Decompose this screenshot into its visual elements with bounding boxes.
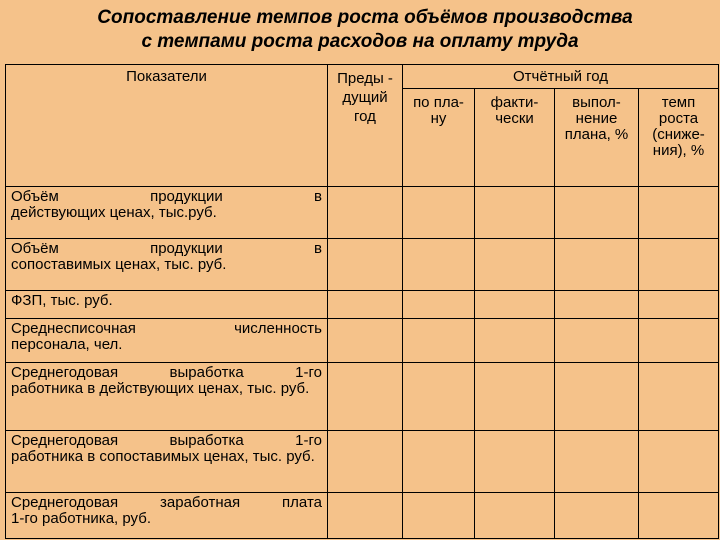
cell-growth xyxy=(639,239,719,291)
row-label-average-headcount: Среднесписочная численность персонала, чел. xyxy=(6,319,328,363)
cell-plan xyxy=(403,431,475,493)
cell-growth xyxy=(639,431,719,493)
comparison-table-wrapper xyxy=(5,64,718,538)
header-plan-fulfillment: выпол-нение плана, % xyxy=(555,89,639,187)
cell-actual xyxy=(475,291,555,319)
cell-growth xyxy=(639,319,719,363)
row-label-payroll-fund: ФЗП, тыс. руб. xyxy=(6,291,328,319)
cell-plan xyxy=(403,493,475,539)
cell-actual xyxy=(475,431,555,493)
table-row xyxy=(6,319,719,363)
row-label-output-comparable-prices: Объём продукции в сопоставимых ценах, тыс. руб. xyxy=(6,239,328,291)
header-previous-year xyxy=(328,65,403,187)
table-row xyxy=(6,239,719,291)
header-by-plan: по пла-ну xyxy=(403,89,475,187)
cell-growth xyxy=(639,291,719,319)
cell-fulfillment xyxy=(555,239,639,291)
cell-fulfillment xyxy=(555,291,639,319)
cell-actual xyxy=(475,363,555,431)
cell-prev xyxy=(328,187,403,239)
cell-actual xyxy=(475,493,555,539)
cell-prev xyxy=(328,493,403,539)
cell-fulfillment xyxy=(555,431,639,493)
row-label-average-salary: Среднегодовая заработная плата 1-го работника, руб. xyxy=(6,493,328,539)
cell-fulfillment xyxy=(555,319,639,363)
row-label-output-per-worker-comparable: Среднегодовая выработка 1-го работника в сопоставимых ценах, тыс. руб. xyxy=(6,431,328,493)
row-label-output-per-worker-current: Среднегодовая выработка 1-го работника в действующих ценах, тыс. руб. xyxy=(6,363,328,431)
cell-prev xyxy=(328,319,403,363)
cell-fulfillment xyxy=(555,187,639,239)
cell-growth xyxy=(639,363,719,431)
cell-plan xyxy=(403,187,475,239)
header-previous-year-text: Преды - дущий год xyxy=(337,70,393,125)
cell-fulfillment xyxy=(555,493,639,539)
row-label-output-current-prices: Объём продукции в действующих ценах, тыс.руб. xyxy=(6,187,328,239)
slide-title xyxy=(0,6,720,54)
title-line-1: Сопоставление темпов роста объёмов производства xyxy=(97,7,633,28)
cell-prev xyxy=(328,239,403,291)
cell-growth xyxy=(639,187,719,239)
table-row xyxy=(6,291,719,319)
cell-prev xyxy=(328,291,403,319)
table-row xyxy=(6,363,719,431)
cell-plan xyxy=(403,363,475,431)
table-row xyxy=(6,431,719,493)
cell-plan xyxy=(403,239,475,291)
header-growth-rate: темп роста (сниже-ния), % xyxy=(639,89,719,187)
cell-actual xyxy=(475,187,555,239)
cell-prev xyxy=(328,363,403,431)
header-reporting-year: Отчётный год xyxy=(403,65,719,89)
comparison-table xyxy=(5,64,719,539)
header-actual: факти-чески xyxy=(475,89,555,187)
cell-actual xyxy=(475,319,555,363)
cell-fulfillment xyxy=(555,363,639,431)
cell-plan xyxy=(403,291,475,319)
title-line-2: с темпами роста расходов на оплату труда xyxy=(141,31,579,52)
header-indicators: Показатели xyxy=(6,65,328,187)
table-row xyxy=(6,187,719,239)
cell-prev xyxy=(328,431,403,493)
cell-actual xyxy=(475,239,555,291)
table-row xyxy=(6,493,719,539)
cell-growth xyxy=(639,493,719,539)
cell-plan xyxy=(403,319,475,363)
